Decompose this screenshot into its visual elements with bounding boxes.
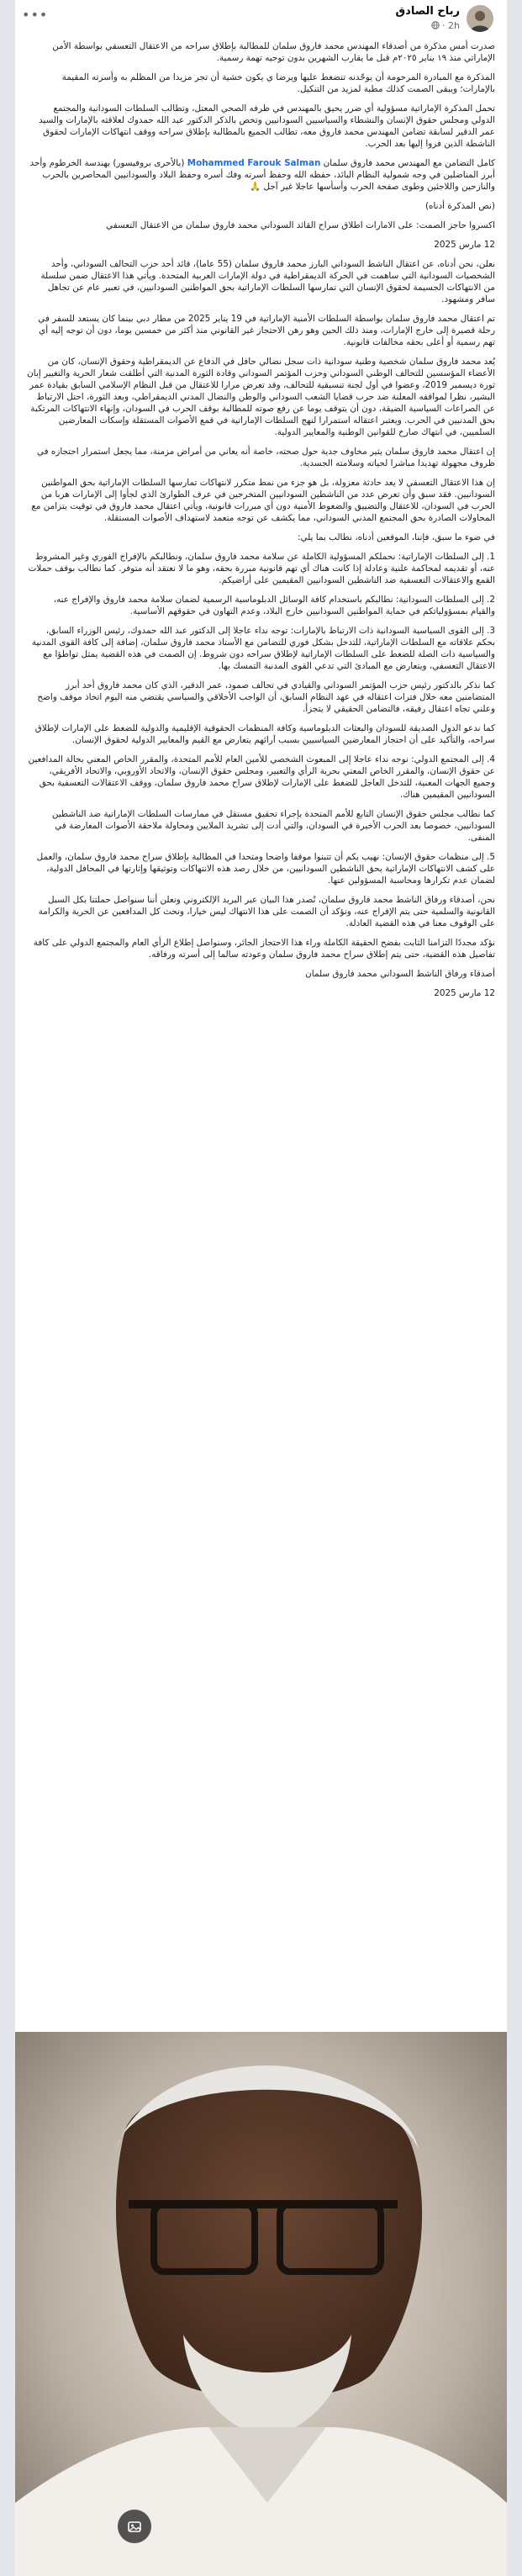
paragraph: صدرت أمس مذكرة من أصدقاء المهندس محمد فاروق سلمان للمطالبة بإطلاق سراحه من الاعتقال التعسفي بواسطة الأمن الإماراتي منذ ١٩ يناير ٢٠٢٥م قبل ما يقارب الشهرين بدون توجيه تهمة رسمية. [52, 41, 495, 63]
gallery-icon [126, 2518, 143, 2535]
paragraph: إن اعتقال محمد فاروق سلمان يثير مخاوف جدية حول صحته، خاصة أنه يعاني من أمراض مزمنة، مما يجعل استمرار احتجازه في ظروف مجهولة تهديدا مباشرا لحياته وسلامته الجسدية. [36, 447, 495, 468]
paragraph: تحمل المذكرة الإماراتية مسؤولية أي ضرر يحيق بالمهندس في ظرفه الصحي المعتل، وتطالب السلطات السودانية والمجتمع الدولي ومجلس حقوق الإنسان والنشطاء والسياسيين السودانيين وتخص بالذكر الدكتور عبد الله حمدوك لعلاقته بالإمارات والسيد عمر الدقير لسابقة تضامن المهندس محمد فاروق معه، تطالب الجميع بالمطالبة بإطلاق سراحه ووقف انتهاكات الإمارات لحقوق الناشطة الذين فروا إليها بعد الحرب. [39, 103, 495, 149]
author-name[interactable]: رباح الصادق [395, 5, 460, 18]
paragraph: كما نطالب مجلس حقوق الإنسان التابع للأمم المتحدة بإجراء تحقيق مستقل في ممارسات السلطات الإماراتية ضد الناشطين السودانيين، خصوصا بعد الحرب الأخيرة في السودان، والتي أدت إلى تشريد الملايين ومحاولة ملاحقة الأصوات المعارضة في المنفى. [51, 809, 495, 843]
paragraph-with-mention [27, 157, 495, 193]
paragraph: إن هذا الاعتقال التعسفي لا يعد حادثة معزولة، بل هو جزء من نمط متكرر لانتهاكات تمارسها السلطات الإماراتية بحق المواطنين السودانيين. فقد سبق وأن تعرض عدد من الناشطين السودانيين المتخرجين في عرف الطوارئ الذي لجأوا إلى الإمارات هربا من الحرب في السودان، للاعتقال والتضييق والضغوط الأمنية دون أي مبررات قانونية، ويأتي اعتقال محمد فاروق في توقيت يتزامن مع المحاولات الصادرة بحق المجتمع المدني السوداني، مما يكشف عن توجه متعمد لاستهداف الأصوات المستقلة. [31, 478, 495, 523]
paragraph: المذكرة مع المبادرة المرحومة أن يوحّدنه تنضغط عليها ويرضا ي يكون خشية أن تجر مزيدا من المظلم به وأسرته المقيمة بالإمارات؛ ويبقى الصمت كذلك مطبة لمزيد من التنكيل. [61, 72, 495, 94]
paragraph: كما نذكر بالدكتور رئيس حزب المؤتمر السوداني والقيادي في تحالف صمود، عمر الدقير، الذي كان محمد فاروق أحد أبرز المتضامنين معه خلال فترات اعتقاله في عهد النظام السابق، أن الواجب الأخلاقي والسياسي يقتضي منه اليوم اتخاذ موقف واضح وعلني تجاه اعتقال رفيقه، فالتضامن الحقيقي لا يتجزأ. [37, 680, 495, 714]
statement-date: 12 مارس 2025 [434, 240, 495, 250]
paragraph: تم اعتقال محمد فاروق سلمان بواسطة السلطات الأمنية الإماراتية في 19 يناير 2025 من مطار دبي بينما كان يستعد للسفر في رحلة قصيرة إلى خارج الإمارات، ومنذ ذلك الحين وهو رهن الاحتجاز غير القانوني منذ أكثر من خمسين يوما، دون أن توجه إليه أي تهم رسمية أو أعلى بحقه مخالفات قانونية. [38, 314, 495, 347]
post-text [27, 40, 495, 1007]
paragraph: 4. إلى المجتمع الدولي: نوجه نداء عاجلا إلى المبعوث الشخصي للأمين العام للأمم المتحدة، والمقرر الخاص المعني بحالة المدافعين عن حقوق الإنسان، والمقرر الخاص المعني بحرية الرأي والتعبير، ومجلس حقوق الإنسان، والاتحاد الأوروبي، والاتحاد الأفريقي، وجميع الجهات المعنية، للتدخل العاجل للضغط على الإمارات لإطلاق سراح محمد فاروق سلمان، ووقف الاعتقالات التعسفية بحق السودانيين المقيمين هناك. [28, 754, 495, 800]
post-header [15, 0, 507, 37]
paragraph: 5. إلى منظمات حقوق الإنسان: نهيب بكم أن تتبنوا موقفا واضحا ومتحدا في المطالبة بإطلاق سراح محمد فاروق سلمان، والعمل على كشف الانتهاكات الإماراتية بحق الناشطين السودانيين، من خلال رصد هذه الانتهاكات وتوثيقها وإثارتها في المحافل الدولية، لضمان عدم تكرارها ومحاسبة المسؤولين عنها. [36, 852, 495, 886]
paragraph: نحن، أصدقاء ورفاق الناشط محمد فاروق سلمان، نُصدر هذا البيان عبر البريد الإلكتروني ونعلن أننا سنواصل حملتنا بكل السبل القانونية والسلمية حتى يتم الإفراج عنه، ونؤكد أن الصمت على هذا الانتهاك ليس خيارا، ونحث كل المدافعين عن الحرية والكرامة على الوقوف معنا في هذه القضية العادلة. [38, 895, 495, 928]
paragraph: 1. إلى السلطات الإماراتية: نحملكم المسؤولية الكاملة عن سلامة محمد فاروق سلمان، ونطالبكم بالإفراج الفوري وغير المشروط عنه، أو تقديمه لمحاكمة علنية وعادلة إذا كانت هناك أي تهم قانونية مبررة بحقه، وهو ما لا نعتقد أنه متوفر. كما نطالب بوقف حملات القمع والاعتقالات التعسفية ضد الناشطين السودانيين المقيمين على أراضيكم. [28, 552, 495, 585]
paragraph: 3. إلى القوى السياسية السودانية ذات الارتباط بالإمارات: توجه نداء عاجلا إلى الدكتور عبد الله حمدوك، رئيس الوزراء السابق، بحكم علاقاته مع السلطات الإماراتية، للتدخل بشكل فوري للتضامن مع الأستاذ محمد فاروق سلمان، إضافة إلى كافة القوى المدنية والسياسية ذات الصلة للضغط على السلطات الإماراتية لإطلاق سراحه دون شروط. إن الصمت في هذه القضية يمثل تواطؤا مع الاعتقال التعسفي، ويتعارض مع المبادئ التي تدعي القوى المدنية التمسك بها. [31, 626, 495, 671]
statement-title: اكسروا حاجز الصمت: على الامارات اطلاق سراح القائد السوداني محمد فاروق سلمان من الاعتقال التعسفي [106, 220, 495, 230]
paragraph: كما ندعو الدول الصديقة للسودان والبعثات الدبلوماسية وكافة المنظمات الحقوقية الإقليمية والدولية للضغط على الإمارات لإطلاق سراحه، والتأكيد على أن احتجاز المعارضين السياسيين بسبب آرائهم يتعارض مع القيم والمعايير الدولية لحقوق الإنسان. [34, 723, 495, 745]
more-options-icon[interactable]: ••• [22, 7, 49, 23]
paragraph-text: (بالأحرى بروفيسور) بهندسة الخرطوم وأحد أبرز المناضلين في وجه شمولية النظام البائد، حفظه الله وحفظ أسرته وفك أسره وحفظ البلاد والسودانيين المحاصرين بالحرب والنازحين واللاجئين وطوى صفحة الحرب وأسأسها عاجلا غير آجل 🙏 [29, 158, 495, 192]
paragraph: في ضوء ما سبق، فإننا، الموقعين أدناه، نطالب بما يلي: [297, 532, 495, 542]
profile-mention-link[interactable]: Mohammed Farouk Salman [187, 158, 321, 168]
post-meta: 2h · [431, 20, 460, 31]
author-avatar[interactable] [467, 5, 493, 32]
paragraph: نعلن، نحن أدناه، عن اعتقال الناشط السوداني البارز محمد فاروق سلمان (55 عاما)، قائد أحد حزب التحالف السوداني، وأحد الشخصيات السودانية التي ساهمت في الحركة الديمقراطية في دولة الإمارات العربية المتحدة. ويأتي هذا الاعتقال ضمن سلسلة من الانتهاكات الجسيمة لحقوق الإنسان التي تمارسها السلطات الإماراتية بحق المواطنين السودانيين، في تعبير عام عن تجاهل سافر ومشهود. [40, 259, 495, 304]
paragraph: نؤكد مجددًا التزامنا الثابت بفضح الحقيقة الكاملة وراء هذا الاحتجاز الجائر، وسنواصل إطلاع الرأي العام والمجتمع الدولي على كافة تفاصيل هذه القضية، حتى يتم إطلاق سراح محمد فاروق سلمان وعودته سالما إلى أسرته ورفاقه. [33, 938, 495, 960]
signature-date: 12 مارس 2025 [434, 988, 495, 998]
globe-icon [431, 21, 440, 29]
paragraph: 2. إلى السلطات السودانية: نطالبكم باستخدام كافة الوسائل الدبلوماسية الرسمية لضمان سلامة محمد فاروق والإفراج عنه، والقيام بمسؤولياتكم في حماية المواطنين السودانيين خارج البلاد، وعدم التهاون في حقوقهم الأساسية. [53, 595, 495, 616]
post-time[interactable]: 2h [448, 20, 460, 31]
paragraph-text: كامل التضامن مع المهندس محمد فاروق سلمان [320, 158, 495, 168]
paragraph: (نص المذكرة أدناه) [425, 201, 495, 211]
gallery-button[interactable] [118, 2510, 151, 2543]
post-card [15, 0, 507, 2576]
signature: أصدقاء ورفاق الناشط السوداني محمد فاروق سلمان [305, 969, 495, 979]
paragraph: يُعد محمد فاروق سلمان شخصية وطنية سودانية ذات سجل نضالي حافل في الدفاع عن الديمقراطية وحقوق الإنسان، كان من الأعضاء المؤسسين للتحالف الوطني السوداني وحزب المؤتمر السوداني وقادة الثورة المدنية التي أطلقت شعار الحرية والتغيير إبان ثورة ديسمبر 2019، وعضوا في أول لجنة تنسيقية للتحالف، وقد تعرض مرارا للاعتقال من قبل النظام الإسلامي السابق بقيادة عمر البشير، نظرا لمواقفه المعلنة ضد حرب قضايا الشعب السوداني والوطن والنضال المدني الديمقراطي، وبعد الثورة، احتل الارتباط عن الصراعات السياسية الضيقة، دون أن يتوقف يوما عن رفع صوته للمطالبة بوقف الحرب في السودان، وإنهاء الانتهاكات المرتكبة بحق المدنيين في الحرب. ويعتبر اعتقاله استمرارا لنهج السلطات الإماراتية في قمع الأصوات المستقلة وإسكات المعارضين السلميين، في انتهاك صارخ للقوانين الوطنية والمعايير الدولية. [27, 357, 495, 437]
post-photo[interactable] [15, 2032, 507, 2576]
